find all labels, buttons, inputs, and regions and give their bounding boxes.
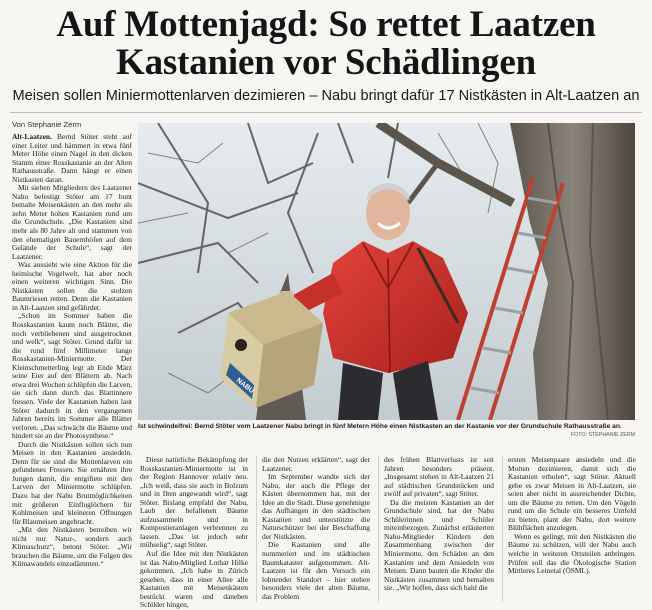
nabu-logo: NABU xyxy=(234,377,256,396)
column-divider xyxy=(256,456,257,602)
text-column-4 xyxy=(384,456,494,604)
paragraph: des frühen Blattverlusts ist seit Jahren besonders präsent. „Insgesamt stehen in Alt-Laatzen 21 auf städtischen Grundstücken und zwölf auf privaten“, sagt Stöter. xyxy=(384,455,494,499)
column-divider xyxy=(378,456,379,602)
paragraph: Die Kastanien sind alle nummeriert und im städtischen Baumkataster aufgenommen. Alt-Laatzen ist für den Versuch ein lohnender Standort – hier stehen besonders viele der alten Bäume, das Problem xyxy=(262,540,370,601)
headline xyxy=(0,6,652,82)
paragraph: Wenn es gelingt, mit den Nistkästen die Bäume zu schützen, will der Nabu auch welche in weiteren Ortsteilen anbringen. Prüfen soll das die Ökologische Station Mittleres Leinetal (ÖSML). xyxy=(508,531,636,576)
paragraph: Im September wandte sich der Nabu, der auch die Pflege der Kästen übernommen hat, mit der Idee an die Stadt. Diese genehmigte das Aufhängen in den städtischen Kastanien und unterstützte die Naturschützer bei der Beschaffung der Nistkästen. xyxy=(262,472,370,541)
byline: Von Stephanie Zerm xyxy=(12,120,82,129)
paragraph: Da die meisten Kastanien an der Grundschule sind, hat der Nabu Schülerinnen und Schüler miteinbezogen. Zunächst erläuterten Nabu-Mitglieder Kindern den Zusammenhang zwischen der Miniermotte, den Schäden an den Kastanien und dem Ansiedeln von Meisen. Dann bauten die Kinder die Nistkästen zusammen und bemalten sie. „Wir hoffen, dass sich bald die xyxy=(384,497,494,593)
text-column-3 xyxy=(262,456,370,604)
headline-line-2: Kastanien vor Schädlingen xyxy=(116,42,536,83)
text-column-1 xyxy=(12,133,132,603)
header-divider xyxy=(10,112,642,113)
paragraph: „Mit den Nistkästen betreiben wir nicht nur Natur-, sondern auch Klimaschutz“, betont Stöter. „Wir brauchen die Bäume, um die Folgen des Klimawandels einzudämmen.“ xyxy=(12,525,132,569)
photo-credit: FOTO: STEPHANIE ZERM xyxy=(570,432,635,438)
paragraph: Bernd Stöter steht auf einer Leiter und hämmert in etwa fünf Meter Höhe einen Nagel in den dicken Stamm einer Rosskastanie an der Alten Rathausstraße. Dann hängt er einen Nistkasten daran. xyxy=(12,132,132,184)
paragraph: Mit sieben Mitgliedern des Laatzener Nabu befestigt Stöter am 17 bunt bemalte Meisenkästen an den mehr als zehn Meter hohen Kastanien rund um die Grundschule. „Die Kastanien sind mehr als 80 Jahre alt und stammen von den ehemaligen Bauernhöfen auf dem Gelände der Schule“, sagt der Laatzener. xyxy=(12,183,132,261)
text-column-5 xyxy=(508,456,636,604)
subheadline: Meisen sollen Miniermottenlarven dezimieren – Nabu bringt dafür 17 Nistkästen in Alt-Laatzen an xyxy=(12,88,640,104)
text-column-2 xyxy=(140,455,248,610)
headline-line-1: Auf Mottenjagd: So rettet Laatzen xyxy=(56,4,596,45)
paragraph: die den Nutzen erklärten“, sagt der Laatzener. xyxy=(262,455,370,473)
photo-caption: Ist schwindelfrei: Bernd Stöter vom Laatzener Nabu bringt in fünf Metern Höhe einen Nistkasten an der Kastanie vor der Grundschule Rathausstraße an. xyxy=(138,423,622,430)
column-divider xyxy=(502,456,503,602)
photo-illustration xyxy=(138,123,635,420)
dateline: Alt-Laatzen. xyxy=(12,132,52,141)
paragraph: Was aussieht wie eine Aktion für die heimische Vogelwelt, hat aber noch einen weiteren wichtigen Sinn. Die Nistkästen sollen die stolzen Baumriesen retten. Denn die Kastanien in Alt-Laatzen sind gefährdet. xyxy=(12,260,132,312)
paragraph: ersten Meisenpaare ansiedeln und die Motten dezimieren, damit sich die Kastanien erholen“, sagt Stöter. Aktuell gebe es zwar Meisen in Alt-Laatzen, sie seien aber nicht in ausreichender Dichte, um die Bäume zu retten. Um den Vögeln rund um die Schule ein besseres Umfeld zu bieten, plant der Nabu, dort weitere Blühflächen anzulegen. xyxy=(508,455,636,533)
article-photo xyxy=(138,123,635,420)
paragraph: Diese natürliche Bekämpfung der Rosskastanien-Miniermotte ist in der Region Hannover relativ neu. „Ich weiß, dass sie auch in Bolzum und in Ilten angewandt wird“, sagt Stöter. Bislang empfahl der Nabu, Laub der befallenen Bäume aufzusammeln und in Kompostieranlagen verbrennen zu lassen. „Das ist jedoch sehr mühselig“, sagt Stöter. xyxy=(140,455,248,550)
paragraph: „Schon im Sommer haben die Rosskastanien kaum noch Blätter, die noch verbliebenen sind ausgetrocknet und welk“, sagt Stöter. Grund dafür ist die rund fünf Millimeter lange Rosskastanien-Miniermotte. Der Kleinschmetterling legt ab Ende März seine Eier auf den Blättern ab. Nach etwa drei Wochen schlüpfen die Larven, sie sich dann durch das Blattinnere fressen. Viele der Kastanien haben laut Stöter dadurch in den vergangenen Jahren bereits im Sommer alle Blätter verloren. „Das schwächt die Bäume und hindert sie an der Photosynthese.“ xyxy=(12,311,132,441)
paragraph: Durch die Nistkästen sollen sich nun Meisen in den Kastanien ansiedeln. Denn für sie sind die Mottenlarven ein gefundenes Fressen. Sie ernähren ihre Jungen damit, die entgiftete mit den Larven der Miniermotte schlüpfen. Dazu hat der Nabu Brutmöglichkeiten mit größeren Einfluglöchern für Kohlmeisen und kleineren Öffnungen für Blaumeisen angebracht. xyxy=(12,439,132,526)
paragraph: Auf die Idee mit den Nistkästen ist das Nabu-Mitglied Lothar Hilke gekommen. „Ich habe in Zürich gesehen, dass in einer Allee alle Kastanien mit Meisenkästen bestückt waren und daneben Schilder hingen, xyxy=(140,549,248,610)
